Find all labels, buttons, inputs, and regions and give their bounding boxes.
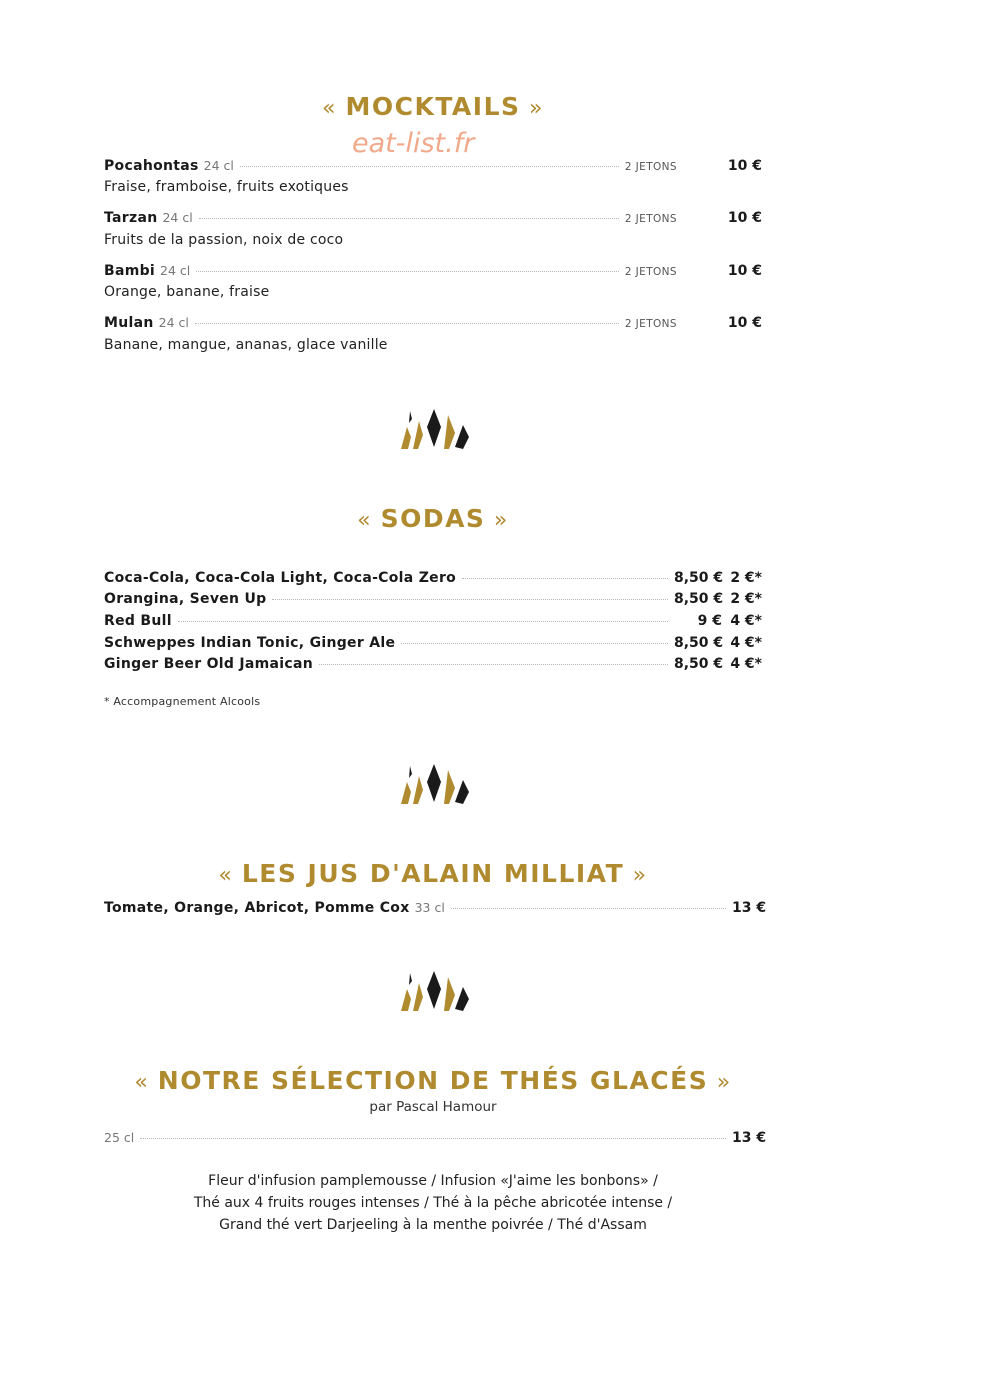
tea-list-line: Thé aux 4 fruits rouges intenses / Thé à la pêche abricotée intense / [193, 1195, 673, 1211]
thes-subtitle: par Pascal Hamour [369, 1099, 497, 1115]
mocktail-description: Fruits de la passion, noix de coco [104, 232, 344, 248]
flame-ornament-icon [393, 969, 475, 1013]
mocktail-description: Orange, banane, fraise [104, 284, 270, 300]
soda-row: Coca-Cola, Coca-Cola Light, Coca-Cola Zero 8,50 € 2 €* [104, 570, 762, 586]
mocktail-row: Tarzan 24 cl 2 JETONS 10 € [104, 210, 762, 226]
soda-row: Schweppes Indian Tonic, Ginger Ale 8,50 € 4 €* [104, 635, 762, 651]
mocktail-row: Mulan 24 cl 2 JETONS 10 € [104, 315, 762, 331]
sodas-title: « SODAS » [357, 504, 509, 533]
soda-row: Red Bull 9 € 4 €* [104, 613, 762, 629]
mocktail-row: Pocahontas 24 cl 2 JETONS 10 € [104, 158, 762, 174]
flame-ornament-icon [393, 762, 475, 806]
tea-list-line: Grand thé vert Darjeeling à la menthe poivrée / Thé d'Assam [219, 1217, 647, 1233]
thes-title: « NOTRE SÉLECTION DE THÉS GLACÉS » [134, 1066, 732, 1095]
mocktail-description: Fraise, framboise, fruits exotiques [104, 179, 349, 195]
soda-row: Ginger Beer Old Jamaican 8,50 € 4 €* [104, 656, 762, 672]
mocktail-row: Bambi 24 cl 2 JETONS 10 € [104, 263, 762, 279]
watermark: eat-list.fr [352, 128, 475, 159]
tea-list [0, 1170, 866, 1236]
jus-row: Tomate, Orange, Abricot, Pomme Cox 33 cl 13 € [104, 900, 767, 916]
tea-list-line: Fleur d'infusion pamplemousse / Infusion «J'aime les bonbons» / [208, 1173, 658, 1189]
sodas-note: * Accompagnement Alcools [104, 695, 261, 708]
soda-row: Orangina, Seven Up 8,50 € 2 €* [104, 591, 762, 607]
flame-ornament-icon [393, 407, 475, 451]
mocktail-description: Banane, mangue, ananas, glace vanille [104, 337, 388, 353]
mocktails-title: « MOCKTAILS » [322, 92, 544, 121]
jus-title: « LES JUS D'ALAIN MILLIAT » [218, 859, 648, 888]
thes-row: 25 cl 13 € [104, 1130, 767, 1146]
